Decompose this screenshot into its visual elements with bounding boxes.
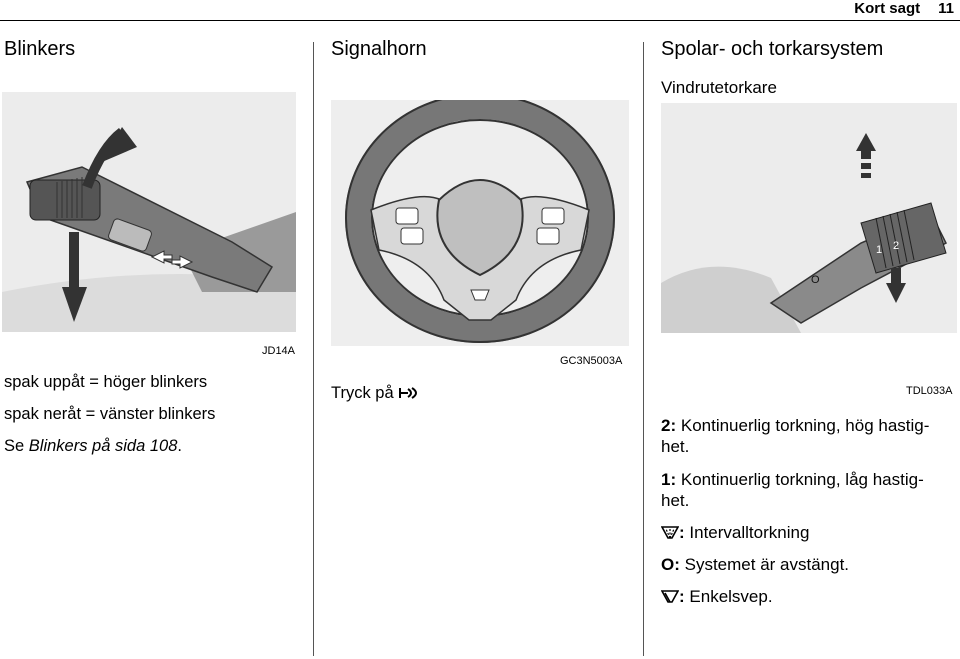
setting-text: Intervalltorkning — [689, 523, 810, 542]
figure-code-jd14a: JD14A — [262, 345, 296, 357]
horn-instruction-text: Tryck på — [331, 384, 394, 402]
wiper-single-icon — [661, 588, 679, 604]
svg-text:2: 2 — [893, 240, 900, 252]
steering-wheel-figure — [331, 100, 629, 346]
wiper-interval-icon — [661, 524, 679, 540]
blinker-down-text: spak neråt = vänster blinkers — [4, 405, 216, 423]
wiper-system-heading: Spolar- och torkarsystem — [661, 38, 884, 60]
setting-key: 1: — [661, 470, 677, 489]
figure-code-tdl033a: TDL033A — [906, 385, 953, 397]
wiper-setting-1 — [661, 469, 957, 511]
header-rule — [0, 20, 960, 21]
blinker-up-text: spak uppåt = höger blinkers — [4, 373, 208, 391]
wiper-lever-figure — [661, 103, 957, 333]
wiper-setting-off — [661, 554, 849, 575]
setting-key: : — [679, 523, 685, 542]
column-divider-1 — [313, 42, 314, 656]
see-prefix: Se — [4, 437, 29, 455]
see-reference — [4, 438, 182, 455]
wiper-setting-single — [661, 586, 773, 607]
setting-text: Systemet är avstängt. — [684, 555, 850, 574]
windshield-wiper-subheading: Vindrutetorkare — [661, 78, 777, 97]
setting-text-cont: het. — [661, 491, 690, 510]
turn-signal-lever-figure — [2, 92, 296, 332]
wiper-setting-interval — [661, 522, 809, 543]
horn-instruction — [331, 385, 420, 402]
blinkers-heading: Blinkers — [4, 38, 76, 60]
setting-text: Kontinuerlig torkning, låg hastig- — [680, 470, 924, 489]
svg-text:1: 1 — [876, 244, 883, 256]
setting-text-cont: het. — [661, 437, 690, 456]
section-name: Kort sagt — [854, 0, 921, 17]
running-header — [854, 0, 954, 17]
setting-text: Enkelsvep. — [689, 587, 773, 606]
setting-key: O: — [661, 555, 680, 574]
setting-key: : — [679, 587, 685, 606]
page-reference-link[interactable]: Blinkers på sida 108 — [28, 437, 178, 455]
svg-text:O: O — [811, 274, 820, 286]
figure-code-gc3n5003a: GC3N5003A — [560, 355, 623, 367]
horn-icon — [398, 386, 420, 400]
setting-key: 2: — [661, 416, 677, 435]
setting-text: Kontinuerlig torkning, hög hastig- — [680, 416, 930, 435]
signalhorn-heading: Signalhorn — [331, 38, 427, 60]
page-number: 11 — [938, 0, 954, 17]
see-suffix: . — [177, 437, 182, 455]
column-divider-2 — [643, 42, 644, 656]
wiper-setting-2 — [661, 415, 957, 457]
